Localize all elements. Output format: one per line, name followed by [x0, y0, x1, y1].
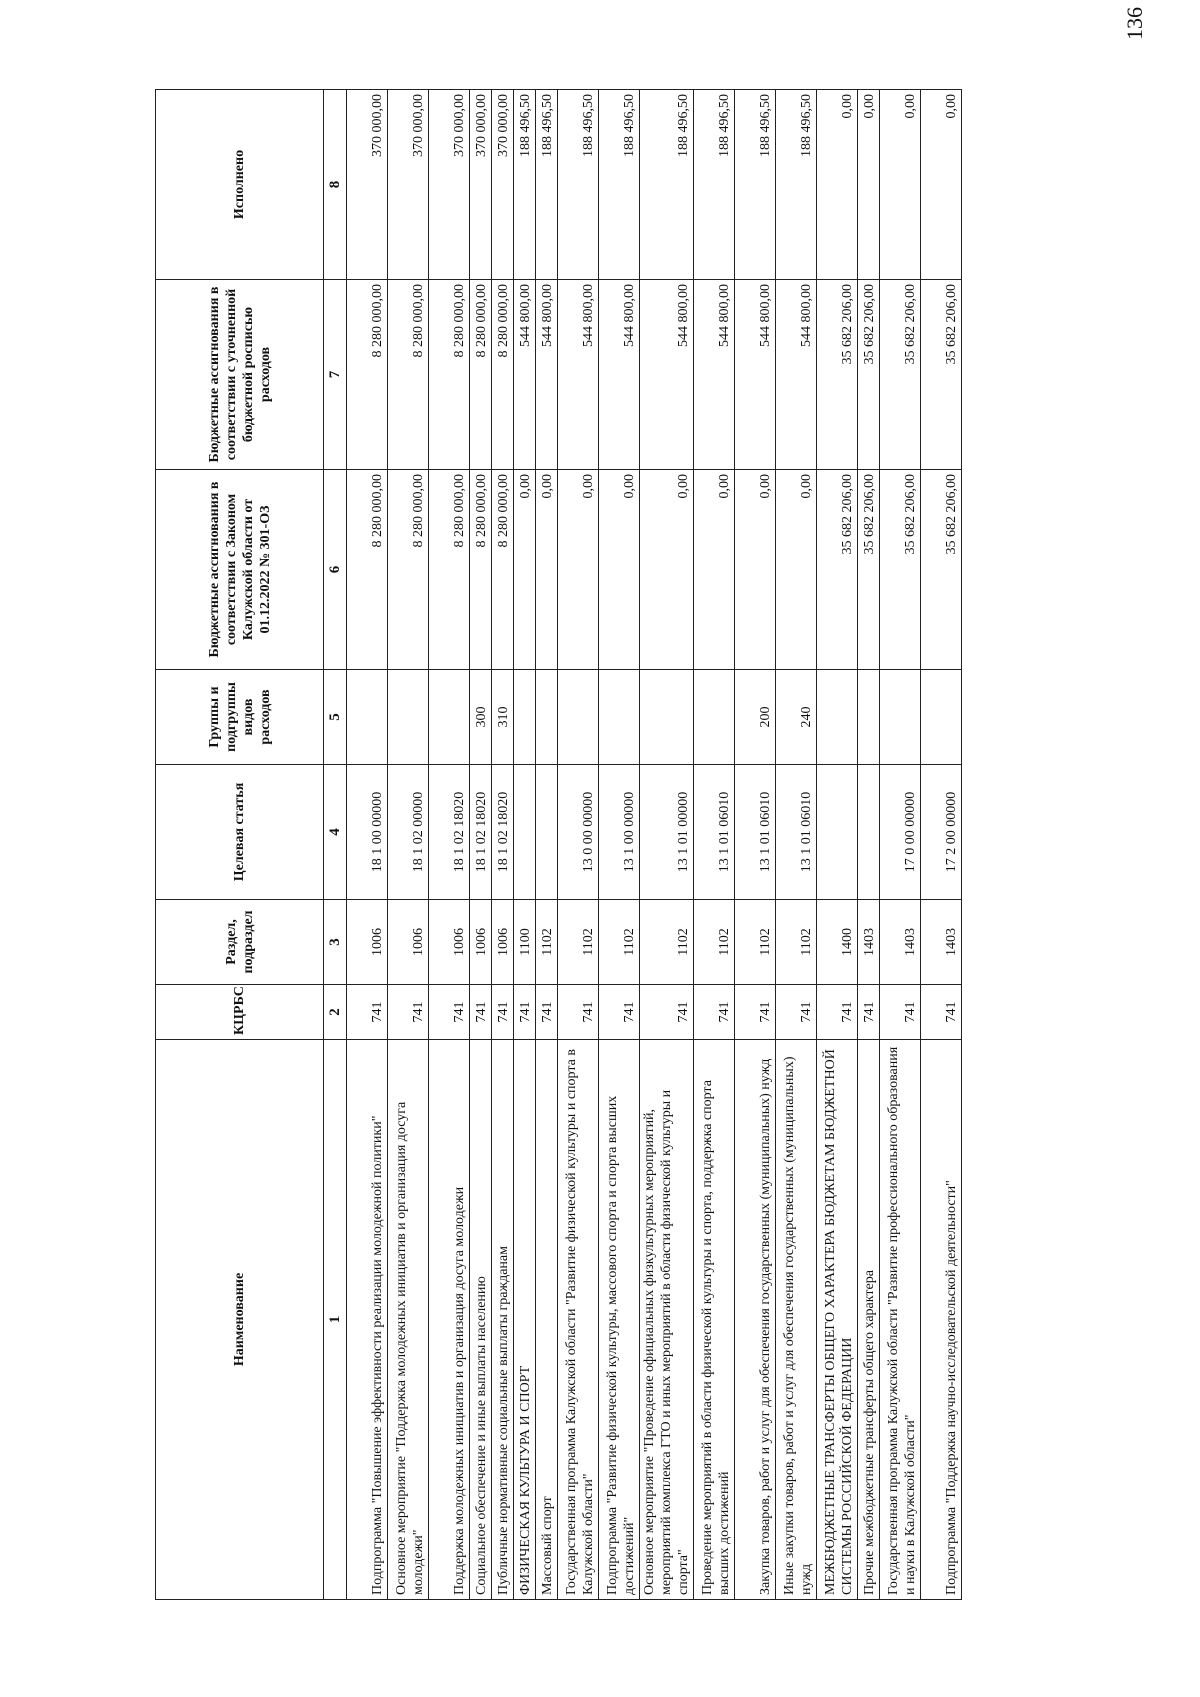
row-article: 17 2 00 00000 — [921, 765, 962, 900]
row-kcrbs: 741 — [817, 985, 858, 1040]
row-law-amount: 35 682 206,00 — [880, 470, 921, 670]
column-number: 3 — [324, 900, 347, 985]
table-body — [347, 90, 962, 1600]
column-number: 4 — [324, 765, 347, 900]
row-executed-amount: 188 496,50 — [776, 90, 817, 280]
row-executed-amount: 188 496,50 — [735, 90, 776, 280]
row-group — [640, 670, 694, 765]
row-group — [347, 670, 388, 765]
row-executed-amount: 0,00 — [880, 90, 921, 280]
table-row — [599, 90, 640, 1600]
row-name: Подпрограмма "Развитие физической культуры, массового спорта и спорта высших достижений" — [599, 1040, 640, 1600]
header-executed: Исполнено — [156, 90, 324, 280]
row-refined-amount: 35 682 206,00 — [880, 280, 921, 470]
row-refined-amount: 8 280 000,00 — [470, 280, 492, 470]
header-name: Наименование — [156, 1040, 324, 1600]
row-group — [880, 670, 921, 765]
row-refined-amount: 35 682 206,00 — [921, 280, 962, 470]
row-group — [599, 670, 640, 765]
row-group — [514, 670, 536, 765]
table-row — [880, 90, 921, 1600]
row-section: 1006 — [492, 900, 514, 985]
row-section: 1403 — [921, 900, 962, 985]
row-group: 300 — [470, 670, 492, 765]
row-article: 18 1 02 18020 — [470, 765, 492, 900]
row-kcrbs: 741 — [347, 985, 388, 1040]
row-group — [429, 670, 470, 765]
table-row — [817, 90, 858, 1600]
row-law-amount: 35 682 206,00 — [817, 470, 858, 670]
row-group — [921, 670, 962, 765]
row-executed-amount: 370 000,00 — [429, 90, 470, 280]
row-group: 200 — [735, 670, 776, 765]
row-kcrbs: 741 — [536, 985, 558, 1040]
row-kcrbs: 741 — [735, 985, 776, 1040]
row-name: Проведение мероприятий в области физической культуры и спорта, поддержка спорта высших достижений — [694, 1040, 735, 1600]
column-number: 6 — [324, 470, 347, 670]
row-name: Основное мероприятие "Проведение официальных физкультурных мероприятий, мероприятий комплекса ГТО и иных мероприятий в области физической культуры и спорта" — [640, 1040, 694, 1600]
row-executed-amount: 188 496,50 — [514, 90, 536, 280]
row-name: Закупка товаров, работ и услуг для обеспечения государственных (муниципальных) нужд — [735, 1040, 776, 1600]
row-executed-amount: 370 000,00 — [347, 90, 388, 280]
row-section: 1102 — [536, 900, 558, 985]
row-refined-amount: 35 682 206,00 — [858, 280, 880, 470]
row-law-amount: 35 682 206,00 — [858, 470, 880, 670]
row-section: 1102 — [558, 900, 599, 985]
row-kcrbs: 741 — [776, 985, 817, 1040]
row-kcrbs: 741 — [694, 985, 735, 1040]
row-group: 240 — [776, 670, 817, 765]
row-section: 1102 — [694, 900, 735, 985]
row-refined-amount: 544 800,00 — [536, 280, 558, 470]
header-kcrbs: КЦРБС — [156, 985, 324, 1040]
table-row — [470, 90, 492, 1600]
column-number: 2 — [324, 985, 347, 1040]
table-row — [388, 90, 429, 1600]
row-name: Массовый спорт — [536, 1040, 558, 1600]
row-name: Подпрограмма "Повышение эффективности реализации молодежной политики" — [347, 1040, 388, 1600]
column-number-row — [324, 90, 347, 1600]
row-executed-amount: 188 496,50 — [599, 90, 640, 280]
header-law: Бюджетные ассигнования в соответствии с Законом Калужской области от 01.12.2022 № 301-ОЗ — [156, 470, 324, 670]
row-kcrbs: 741 — [880, 985, 921, 1040]
row-name: Государственная программа Калужской области "Развитие профессионального образования и науки в Калужской области" — [880, 1040, 921, 1600]
row-kcrbs: 741 — [470, 985, 492, 1040]
row-group — [694, 670, 735, 765]
row-group — [817, 670, 858, 765]
row-executed-amount: 0,00 — [817, 90, 858, 280]
row-kcrbs: 741 — [858, 985, 880, 1040]
row-group: 310 — [492, 670, 514, 765]
row-article: 18 1 02 00000 — [388, 765, 429, 900]
row-kcrbs: 741 — [921, 985, 962, 1040]
table-row — [694, 90, 735, 1600]
row-executed-amount: 370 000,00 — [388, 90, 429, 280]
row-name: МЕЖБЮДЖЕТНЫЕ ТРАНСФЕРТЫ ОБЩЕГО ХАРАКТЕРА БЮДЖЕТАМ БЮДЖЕТНОЙ СИСТЕМЫ РОССИЙСКОЙ ФЕДЕРАЦИИ — [817, 1040, 858, 1600]
row-article — [817, 765, 858, 900]
row-kcrbs: 741 — [492, 985, 514, 1040]
header-article: Целевая статья — [156, 765, 324, 900]
column-number: 8 — [324, 90, 347, 280]
rotated-table-container — [155, 90, 1055, 1600]
row-executed-amount: 370 000,00 — [470, 90, 492, 280]
row-article: 13 0 00 00000 — [558, 765, 599, 900]
row-refined-amount: 544 800,00 — [558, 280, 599, 470]
row-law-amount: 0,00 — [694, 470, 735, 670]
row-kcrbs: 741 — [514, 985, 536, 1040]
row-law-amount: 0,00 — [735, 470, 776, 670]
row-section: 1006 — [388, 900, 429, 985]
budget-table — [155, 89, 962, 1600]
row-section: 1102 — [640, 900, 694, 985]
column-number: 1 — [324, 1040, 347, 1600]
row-article: 13 1 00 00000 — [599, 765, 640, 900]
row-section: 1006 — [429, 900, 470, 985]
row-article — [858, 765, 880, 900]
row-kcrbs: 741 — [429, 985, 470, 1040]
row-refined-amount: 544 800,00 — [694, 280, 735, 470]
row-name: Иные закупки товаров, работ и услуг для обеспечения государственных (муниципальных) нужд — [776, 1040, 817, 1600]
row-law-amount: 0,00 — [514, 470, 536, 670]
row-kcrbs: 741 — [640, 985, 694, 1040]
row-name: Публичные нормативные социальные выплаты гражданам — [492, 1040, 514, 1600]
row-name: Государственная программа Калужской области "Развитие физической культуры и спорта в Калужской области" — [558, 1040, 599, 1600]
row-law-amount: 8 280 000,00 — [388, 470, 429, 670]
row-article — [514, 765, 536, 900]
row-executed-amount: 188 496,50 — [558, 90, 599, 280]
row-article: 13 1 01 06010 — [694, 765, 735, 900]
column-number: 5 — [324, 670, 347, 765]
row-executed-amount: 370 000,00 — [492, 90, 514, 280]
table-row — [858, 90, 880, 1600]
header-refined: Бюджетные ассигнования в соответствии с уточненной бюджетной росписью расходов — [156, 280, 324, 470]
row-section: 1102 — [599, 900, 640, 985]
row-law-amount: 0,00 — [640, 470, 694, 670]
row-law-amount: 8 280 000,00 — [470, 470, 492, 670]
row-section: 1102 — [776, 900, 817, 985]
row-name: Социальное обеспечение и иные выплаты населению — [470, 1040, 492, 1600]
row-name: Подпрограмма "Поддержка научно-исследовательской деятельности" — [921, 1040, 962, 1600]
row-section: 1403 — [880, 900, 921, 985]
row-refined-amount: 544 800,00 — [735, 280, 776, 470]
row-section: 1006 — [470, 900, 492, 985]
page-number: 136 — [1122, 7, 1147, 40]
row-executed-amount: 188 496,50 — [640, 90, 694, 280]
row-article: 17 0 00 00000 — [880, 765, 921, 900]
row-group — [858, 670, 880, 765]
table-row — [536, 90, 558, 1600]
header-section: Раздел, подраздел — [156, 900, 324, 985]
row-article: 13 1 01 00000 — [640, 765, 694, 900]
row-section: 1100 — [514, 900, 536, 985]
header-row — [156, 90, 324, 1600]
row-executed-amount: 0,00 — [921, 90, 962, 280]
row-refined-amount: 8 280 000,00 — [347, 280, 388, 470]
row-refined-amount: 544 800,00 — [514, 280, 536, 470]
row-law-amount: 0,00 — [536, 470, 558, 670]
row-executed-amount: 188 496,50 — [694, 90, 735, 280]
row-name: Основное мероприятие "Поддержка молодежных инициатив и организация досуга молодежи" — [388, 1040, 429, 1600]
row-article: 18 1 00 00000 — [347, 765, 388, 900]
table-row — [735, 90, 776, 1600]
row-section: 1006 — [347, 900, 388, 985]
table-row — [558, 90, 599, 1600]
row-group — [558, 670, 599, 765]
row-section: 1403 — [858, 900, 880, 985]
row-article: 13 1 01 06010 — [776, 765, 817, 900]
row-refined-amount: 544 800,00 — [776, 280, 817, 470]
row-article: 13 1 01 06010 — [735, 765, 776, 900]
row-section: 1102 — [735, 900, 776, 985]
row-law-amount: 35 682 206,00 — [921, 470, 962, 670]
table-row — [776, 90, 817, 1600]
row-law-amount: 8 280 000,00 — [429, 470, 470, 670]
row-kcrbs: 741 — [388, 985, 429, 1040]
row-section: 1400 — [817, 900, 858, 985]
row-refined-amount: 544 800,00 — [640, 280, 694, 470]
table-row — [492, 90, 514, 1600]
table-row — [921, 90, 962, 1600]
row-executed-amount: 0,00 — [858, 90, 880, 280]
row-article: 18 1 02 18020 — [492, 765, 514, 900]
row-kcrbs: 741 — [558, 985, 599, 1040]
row-name: ФИЗИЧЕСКАЯ КУЛЬТУРА И СПОРТ — [514, 1040, 536, 1600]
row-kcrbs: 741 — [599, 985, 640, 1040]
row-executed-amount: 188 496,50 — [536, 90, 558, 280]
row-article: 18 1 02 18020 — [429, 765, 470, 900]
row-refined-amount: 35 682 206,00 — [817, 280, 858, 470]
header-group: Группы и подгруппы видов расходов — [156, 670, 324, 765]
row-name: Прочие межбюджетные трансферты общего характера — [858, 1040, 880, 1600]
row-name: Поддержка молодежных инициатив и организация досуга молодежи — [429, 1040, 470, 1600]
row-law-amount: 0,00 — [776, 470, 817, 670]
table-row — [347, 90, 388, 1600]
table-row — [429, 90, 470, 1600]
row-law-amount: 0,00 — [558, 470, 599, 670]
row-refined-amount: 8 280 000,00 — [492, 280, 514, 470]
row-refined-amount: 544 800,00 — [599, 280, 640, 470]
row-law-amount: 0,00 — [599, 470, 640, 670]
column-number: 7 — [324, 280, 347, 470]
table-row — [514, 90, 536, 1600]
row-law-amount: 8 280 000,00 — [492, 470, 514, 670]
row-group — [536, 670, 558, 765]
row-law-amount: 8 280 000,00 — [347, 470, 388, 670]
row-group — [388, 670, 429, 765]
table-row — [640, 90, 694, 1600]
row-refined-amount: 8 280 000,00 — [429, 280, 470, 470]
row-article — [536, 765, 558, 900]
row-refined-amount: 8 280 000,00 — [388, 280, 429, 470]
